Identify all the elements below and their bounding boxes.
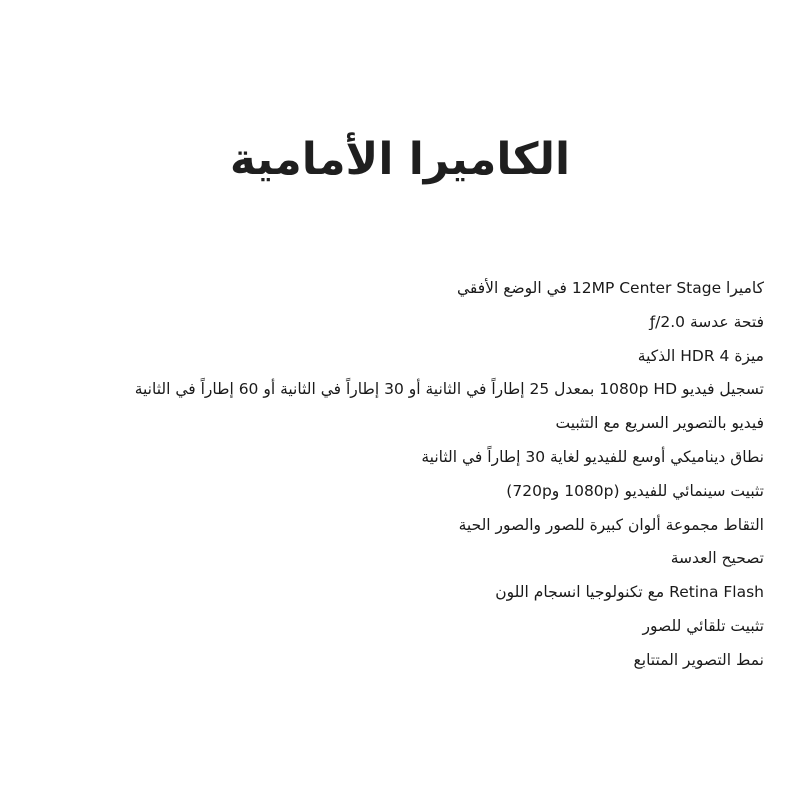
feature-item-cinematic-stabilization: تثبيت سينمائي للفيديو (1080p و720p) xyxy=(506,481,764,500)
feature-item-lens-correction: تصحيح العدسة xyxy=(670,549,764,568)
feature-item-dynamic-range: نطاق ديناميكي أوسع للفيديو لغاية 30 إطاراً في الثانية xyxy=(421,447,764,466)
feature-item-wide-color: التقاط مجموعة ألوان كبيرة للصور والصور الحية xyxy=(458,515,764,534)
feature-item-video-recording: تسجيل فيديو 1080p HD بمعدل 25 إطاراً في الثانية أو 30 إطاراً في الثانية أو 60 إطاراً في الثانية xyxy=(134,380,764,399)
page-title: الكاميرا الأمامية xyxy=(229,134,571,185)
feature-item-auto-stabilization: تثبيت تلقائي للصور xyxy=(642,616,764,635)
feature-item-front-camera: كاميرا 12MP Center Stage في الوضع الأفقي xyxy=(456,279,764,297)
feature-item-timelapse: فيديو بالتصوير السريع مع التثبيت xyxy=(555,414,764,433)
feature-item-smart-hdr: ميزة HDR 4 الذكية xyxy=(637,346,764,365)
feature-item-aperture: فتحة عدسة ƒ/2.0 xyxy=(649,312,764,331)
feature-list xyxy=(24,272,764,678)
feature-item-retina-flash: Retina Flash مع تكنولوجيا انسجام اللون xyxy=(495,583,764,602)
feature-item-burst-mode: نمط التصوير المتتابع xyxy=(633,650,764,669)
